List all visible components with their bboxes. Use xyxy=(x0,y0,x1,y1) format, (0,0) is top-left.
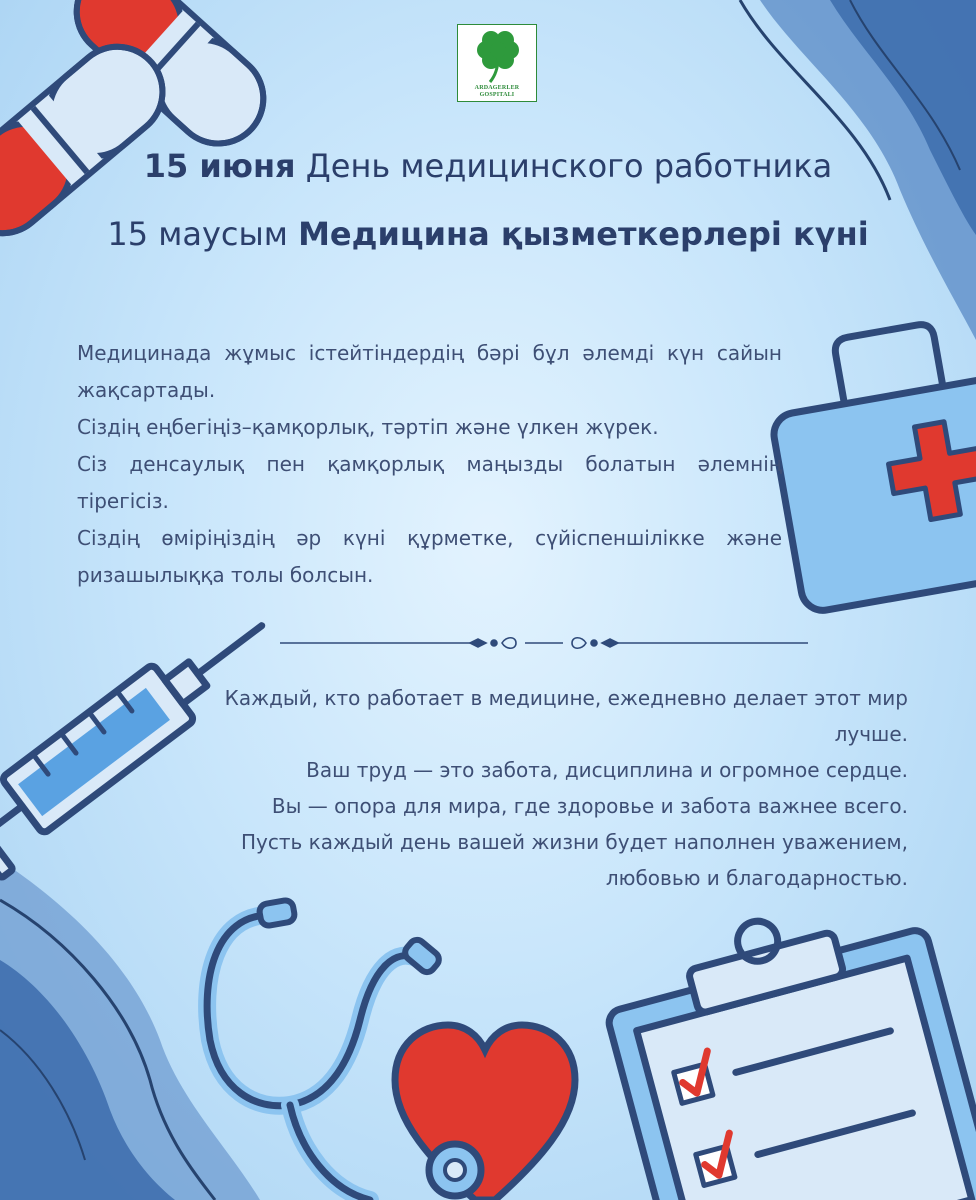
logo-text-line1: ARDAGERLER xyxy=(474,85,520,91)
kazakh-paragraph: Сіздің өміріңіздің әр күні құрметке, сүйіспеншілікке және ризашылыққа толы болсын. xyxy=(77,526,782,587)
ornamental-divider xyxy=(280,632,808,654)
russian-paragraph: Вы — опора для мира, где здоровье и забота важнее всего. xyxy=(271,794,908,818)
title-kazakh xyxy=(0,214,976,254)
hospital-logo xyxy=(457,24,537,102)
kazakh-paragraph: Сіздің еңбегіңіз–қамқорлық, тәртіп және үлкен жүрек. xyxy=(77,415,659,439)
russian-paragraph: Ваш труд — это забота, дисциплина и огромное сердце. xyxy=(306,758,908,782)
kazakh-greeting-text xyxy=(77,335,782,594)
clover-logo-icon xyxy=(473,28,523,84)
russian-paragraph: Каждый, кто работает в медицине, ежедневно делает этот мир лучше. xyxy=(224,686,908,746)
title-kazakh-date: 15 маусым xyxy=(107,215,288,253)
russian-paragraph: Пусть каждый день вашей жизни будет наполнен уважением, любовью и благодарностью. xyxy=(240,830,908,890)
russian-greeting-text xyxy=(160,680,908,896)
logo-text-line2: GOSPITALI xyxy=(479,92,515,98)
title-russian-date: 15 июня xyxy=(143,147,296,185)
kazakh-paragraph: Сіз денсаулық пен қамқорлық маңызды болатын әлемнің тірегісіз. xyxy=(77,452,782,513)
title-russian xyxy=(0,146,976,186)
title-kazakh-text: Медицина қызметкерлері күні xyxy=(298,215,869,253)
title-russian-text: День медицинского работника xyxy=(305,147,833,185)
kazakh-paragraph: Медицинада жұмыс істейтіндердің бәрі бұл әлемді күн сайын жақсартады. xyxy=(77,341,782,402)
